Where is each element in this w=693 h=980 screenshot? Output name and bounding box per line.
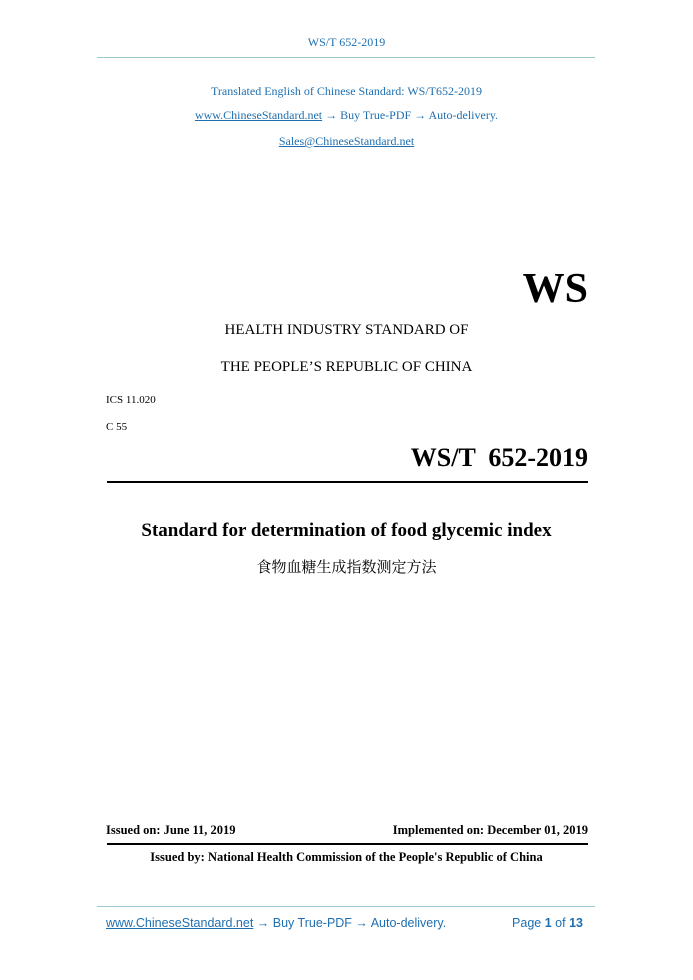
ccs-code: C 55: [106, 421, 128, 433]
site-link[interactable]: www.ChineseStandard.net: [194, 108, 323, 122]
page-total: 13: [569, 916, 583, 930]
standard-number: WS/T 652-2019: [410, 443, 588, 472]
translation-notice: Translated English of Chinese Standard: WS/T652-2019: [211, 84, 482, 98]
header-divider: [97, 57, 595, 58]
purchase-line: [0, 108, 693, 123]
issued-on: Issued on: June 11, 2019: [106, 823, 236, 837]
page-label: Page: [512, 916, 542, 930]
ws-logo: WS: [522, 266, 588, 312]
standard-type-line2: THE PEOPLE’S REPUBLIC OF CHINA: [220, 359, 473, 375]
sales-email-line: [0, 134, 693, 149]
english-title: Standard for determination of food glycemic index: [141, 520, 552, 541]
implemented-on: Implemented on: December 01, 2019: [392, 823, 588, 837]
sales-email-link[interactable]: Sales@ChineseStandard.net: [278, 134, 415, 148]
issue-rule: [107, 843, 588, 845]
buy-text: → Buy True-PDF → Auto-delivery.: [322, 108, 499, 122]
issued-by: Issued by: National Health Commission of the People's Republic of China: [150, 850, 543, 864]
of-label: of: [555, 916, 566, 930]
standard-type-line1: HEALTH INDUSTRY STANDARD OF: [224, 322, 469, 338]
ics-code: ICS 11.020: [106, 394, 156, 406]
chinese-title: 食物血糖生成指数测定方法: [256, 558, 437, 576]
number-rule: [107, 481, 588, 483]
footer-purchase-line: [106, 916, 446, 930]
footer-buy-text: → Buy True-PDF → Auto-delivery.: [253, 916, 447, 930]
footer-divider: [97, 906, 595, 907]
footer-site-link[interactable]: www.ChineseStandard.net: [106, 916, 254, 930]
page-indicator: [512, 916, 583, 930]
page-number: 1: [544, 916, 552, 930]
running-header-code: WS/T 652-2019: [307, 35, 386, 49]
